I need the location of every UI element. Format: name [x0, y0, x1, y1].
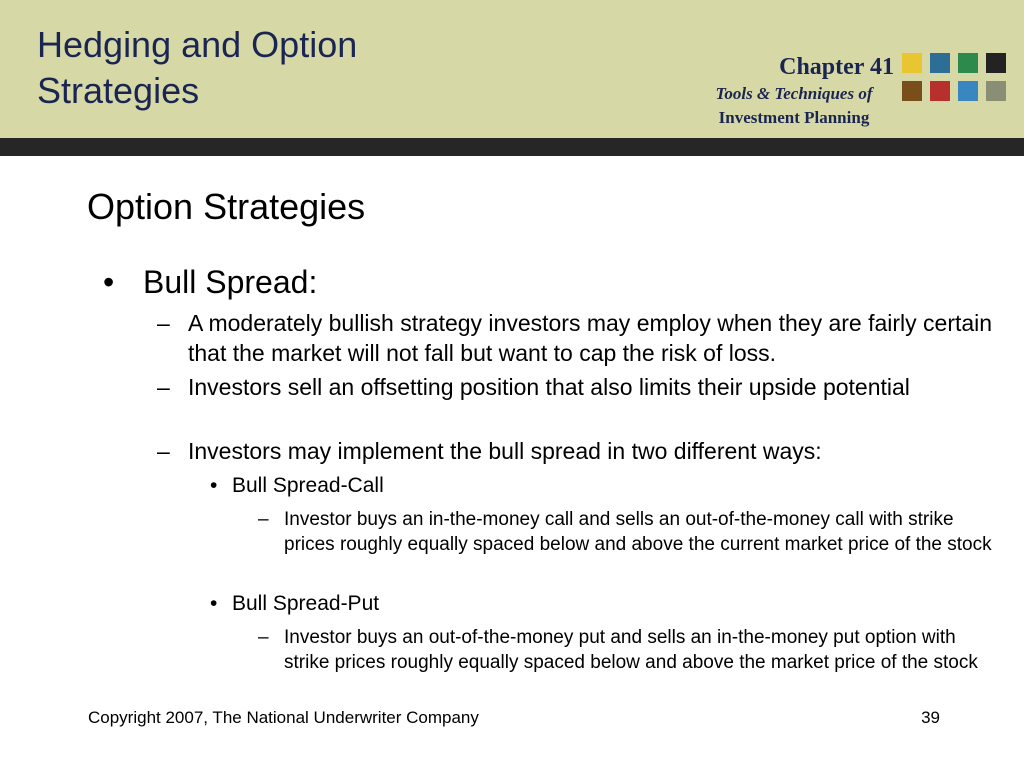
strategy-label: Bull Spread-Put	[232, 592, 380, 615]
copyright-footer: Copyright 2007, The National Underwriter Company	[88, 708, 479, 727]
dash-marker: –	[258, 627, 269, 648]
page-number: 39	[921, 708, 940, 727]
color-square	[986, 81, 1006, 101]
book-title-line2: Investment Planning	[718, 108, 870, 127]
color-square	[930, 81, 950, 101]
header-divider-bar	[0, 138, 1024, 156]
color-square	[986, 53, 1006, 73]
dash-marker: –	[157, 374, 170, 400]
bullet-marker: •	[210, 474, 218, 497]
chapter-label: Chapter 41	[779, 54, 894, 80]
presentation-title: Hedging and Option Strategies	[37, 24, 358, 111]
chapter-info	[634, 52, 894, 130]
dash-marker: –	[157, 310, 170, 336]
strategy-detail-text: Investor buys an out-of-the-money put and sells an in-the-money put option with strike prices roughly equally spaced below and above the market price of the stock	[284, 627, 978, 673]
bullet-marker: •	[103, 264, 115, 300]
header-banner	[0, 0, 1024, 138]
sub-point-text: Investors sell an offsetting position that also limits their upside potential	[188, 374, 910, 400]
color-square	[958, 81, 978, 101]
bullet-main-text: Bull Spread:	[143, 264, 318, 300]
color-square	[930, 53, 950, 73]
dash-marker: –	[157, 438, 170, 464]
color-square	[902, 81, 922, 101]
color-square	[958, 53, 978, 73]
dash-marker: –	[258, 509, 269, 530]
bullet-marker: •	[210, 592, 218, 615]
strategy-detail-text: Investor buys an in-the-money call and sells an out-of-the-money call with strike prices roughly equally spaced below and above the current market price of the stock	[284, 509, 992, 555]
sub-point-text: A moderately bullish strategy investors may employ when they are fairly certain that the market will not fall but want to cap the risk of loss.	[188, 310, 993, 366]
color-squares-logo	[902, 53, 1008, 103]
slide-title: Option Strategies	[87, 186, 366, 227]
color-square	[902, 53, 922, 73]
book-title-line1: Tools & Techniques of	[715, 84, 873, 103]
strategy-label: Bull Spread-Call	[232, 474, 384, 497]
sub-point-text: Investors may implement the bull spread in two different ways:	[188, 438, 822, 464]
